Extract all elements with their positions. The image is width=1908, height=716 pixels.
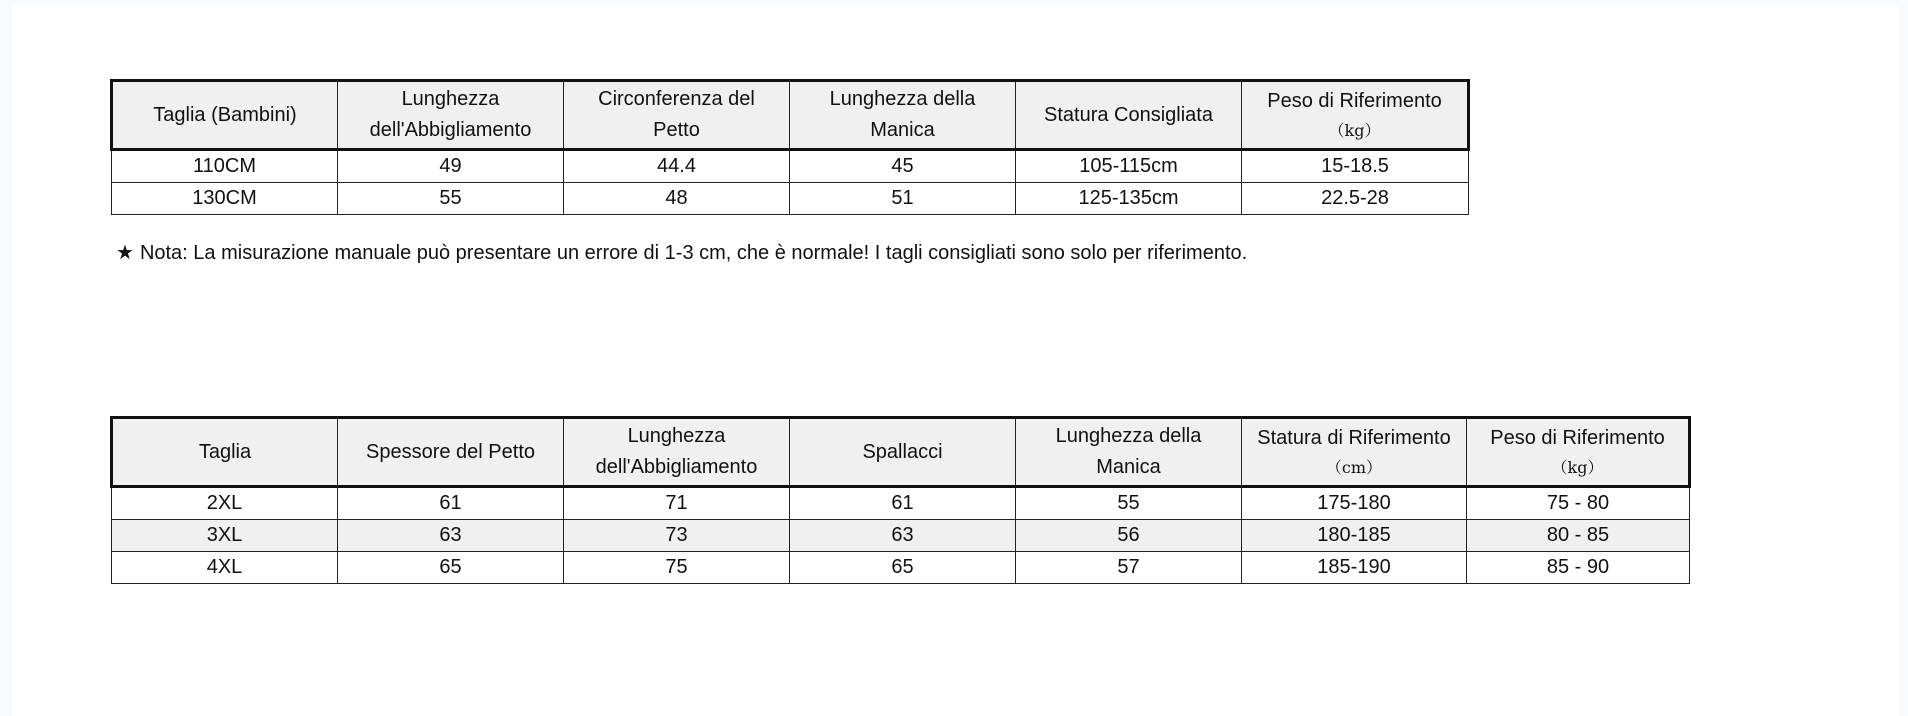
header-chest-circumference: Circonferenza del Petto	[564, 81, 790, 150]
note-text: Nota: La misurazione manuale può presentare un errore di 1-3 cm, che è normale! I tagli consigliati sono solo per riferimento.	[139, 242, 1248, 264]
header-garment-length: Lunghezza dell'Abbigliamento	[338, 81, 564, 150]
cell-shoulders: 61	[790, 487, 1016, 520]
header-garment-length: Lunghezza dell'Abbigliamento	[564, 418, 790, 487]
cell-chest: 63	[338, 520, 564, 552]
header-reference-height: Statura di Riferimento （cm）	[1242, 418, 1467, 487]
cell-size: 3XL	[112, 520, 338, 552]
cell-garment-length: 49	[338, 150, 564, 183]
cell-size: 4XL	[112, 552, 338, 584]
header-sleeve-length: Lunghezza della Manica	[1016, 418, 1242, 487]
header-sleeve-length: Lunghezza della Manica	[790, 81, 1016, 150]
cell-weight: 15-18.5	[1242, 150, 1469, 183]
cell-sleeve: 45	[790, 150, 1016, 183]
cell-garment-length: 71	[564, 487, 790, 520]
cell-height: 180-185	[1242, 520, 1467, 552]
measurement-note	[116, 240, 1247, 265]
cell-weight: 85 - 90	[1467, 552, 1690, 584]
cell-height: 175-180	[1242, 487, 1467, 520]
header-reference-weight: Peso di Riferimento （kg）	[1467, 418, 1690, 487]
cell-size: 2XL	[112, 487, 338, 520]
table-row	[112, 150, 1469, 183]
cell-garment-length: 73	[564, 520, 790, 552]
table-row	[112, 183, 1469, 215]
cell-chest: 48	[564, 183, 790, 215]
cell-height: 185-190	[1242, 552, 1467, 584]
cell-garment-length: 55	[338, 183, 564, 215]
kids-header-row	[112, 81, 1469, 150]
star-icon: ★	[116, 240, 134, 264]
table-row	[112, 487, 1690, 520]
cell-height: 105-115cm	[1016, 150, 1242, 183]
header-shoulders: Spallacci	[790, 418, 1016, 487]
cell-sleeve: 57	[1016, 552, 1242, 584]
cell-chest: 44.4	[564, 150, 790, 183]
table-row	[112, 520, 1690, 552]
cell-garment-length: 75	[564, 552, 790, 584]
header-reference-weight: Peso di Riferimento （kg）	[1242, 81, 1469, 150]
cell-weight: 75 - 80	[1467, 487, 1690, 520]
cell-size: 130CM	[112, 183, 338, 215]
cell-sleeve: 51	[790, 183, 1016, 215]
adult-size-table	[110, 416, 1691, 584]
cell-shoulders: 63	[790, 520, 1016, 552]
cell-sleeve: 55	[1016, 487, 1242, 520]
cell-chest: 65	[338, 552, 564, 584]
table-row	[112, 552, 1690, 584]
cell-height: 125-135cm	[1016, 183, 1242, 215]
header-recommended-height: Statura Consigliata	[1016, 81, 1242, 150]
header-size: Taglia	[112, 418, 338, 487]
header-chest-thickness: Spessore del Petto	[338, 418, 564, 487]
cell-weight: 22.5-28	[1242, 183, 1469, 215]
cell-sleeve: 56	[1016, 520, 1242, 552]
adult-header-row	[112, 418, 1690, 487]
cell-shoulders: 65	[790, 552, 1016, 584]
header-size-kids: Taglia (Bambini)	[112, 81, 338, 150]
cell-size: 110CM	[112, 150, 338, 183]
kids-size-table	[110, 79, 1470, 215]
cell-weight: 80 - 85	[1467, 520, 1690, 552]
cell-chest: 61	[338, 487, 564, 520]
